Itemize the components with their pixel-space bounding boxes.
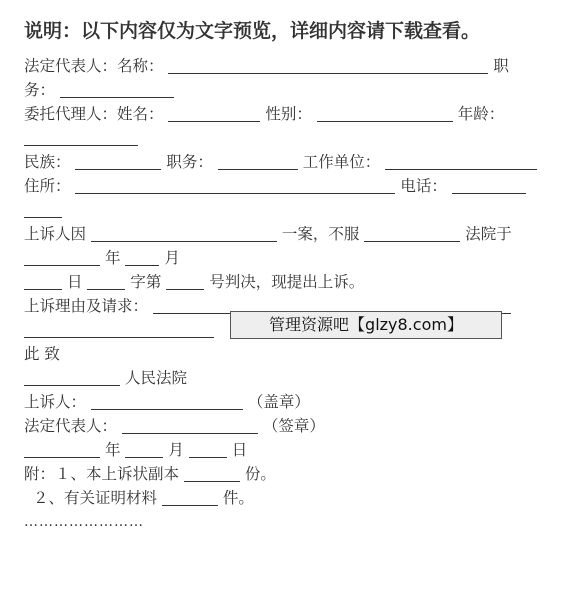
workplace-label: 工作单位： xyxy=(302,153,381,171)
attach-item2-unit: 件。 xyxy=(222,489,254,507)
legal-rep-title-label-cont: 务： xyxy=(24,81,56,99)
zi-di-label: 字第 xyxy=(130,273,162,291)
preview-notice: 说明：以下内容仅为文字预览，详细内容请下载查看。 xyxy=(24,20,481,42)
agent-name-blank[interactable] xyxy=(168,102,260,122)
agent-age-label: 年龄： xyxy=(457,105,505,123)
salutation: 此 致 xyxy=(24,345,60,363)
seal-note: （盖章） xyxy=(247,393,310,411)
ethnicity-blank[interactable] xyxy=(75,150,161,170)
ellipsis-line xyxy=(24,510,544,534)
year-label: 年 xyxy=(104,249,121,267)
legal-rep-line xyxy=(24,54,544,78)
verdict-text: 号判决，现提出上诉。 xyxy=(209,273,365,291)
watermark-banner: 管理资源吧【glzy8.com】 xyxy=(230,311,502,339)
month-blank[interactable] xyxy=(125,246,159,266)
appellant-because-label: 上诉人因 xyxy=(24,225,87,243)
sign-day-label: 日 xyxy=(231,441,248,459)
workplace-blank[interactable] xyxy=(385,150,537,170)
court-blank[interactable] xyxy=(364,222,460,242)
address-label: 住所： xyxy=(24,177,71,195)
zi-blank[interactable] xyxy=(87,270,125,290)
legal-rep-label: 法定代表人： xyxy=(24,417,118,435)
legal-rep-name-label: 法定代表人：名称： xyxy=(24,57,164,75)
appeal-form xyxy=(24,54,544,534)
attachment-item-2 xyxy=(24,486,544,510)
legal-rep-title-blank[interactable] xyxy=(60,78,174,98)
attach-item1-prefix: 附：１、本上诉状副本 xyxy=(24,465,180,483)
legal-rep-title-line xyxy=(24,78,544,102)
attach-item1-unit: 份。 xyxy=(244,465,276,483)
date-line-1 xyxy=(24,246,544,270)
attach-copies-blank[interactable] xyxy=(184,462,240,482)
reason-blank-cont[interactable] xyxy=(24,318,214,338)
court-on-label: 法院于 xyxy=(465,225,512,243)
appellant-label: 上诉人： xyxy=(24,393,87,411)
case-blank[interactable] xyxy=(91,222,277,242)
day-label: 日 xyxy=(66,273,83,291)
legal-rep-title-label: 职 xyxy=(493,57,509,75)
phone-blank[interactable] xyxy=(452,174,526,194)
legal-rep-sign-line xyxy=(24,414,544,438)
sign-note: （签章） xyxy=(262,417,325,435)
attachment-item-1 xyxy=(24,462,544,486)
ethnicity-line xyxy=(24,150,544,174)
year-blank[interactable] xyxy=(24,246,100,266)
sign-month-label: 月 xyxy=(168,441,184,459)
position-label: 职务： xyxy=(166,153,213,171)
agent-age-blank[interactable] xyxy=(24,126,138,146)
court-name-blank[interactable] xyxy=(24,366,120,386)
appellant-blank[interactable] xyxy=(91,390,243,410)
appellant-sign-line xyxy=(24,390,544,414)
phone-label: 电话： xyxy=(400,177,447,195)
attach-evidence-blank[interactable] xyxy=(162,486,218,506)
court-suffix: 人民法院 xyxy=(124,369,187,387)
agent-gender-blank[interactable] xyxy=(317,102,453,122)
attach-item2-prefix: ２、有关证明材料 xyxy=(32,489,157,507)
ethnicity-label: 民族： xyxy=(24,153,71,171)
legal-rep-sign-blank[interactable] xyxy=(122,414,258,434)
reason-label: 上诉理由及请求： xyxy=(24,297,149,315)
ellipsis: …………………… xyxy=(24,514,144,530)
case-not-accept-label: 一案，不服 xyxy=(281,225,360,243)
sign-year-blank[interactable] xyxy=(24,438,100,458)
position-blank[interactable] xyxy=(218,150,298,170)
address-line xyxy=(24,174,544,198)
sign-year-label: 年 xyxy=(104,441,121,459)
address-blank[interactable] xyxy=(75,174,395,194)
sign-date-line xyxy=(24,438,544,462)
salutation-line xyxy=(24,342,544,366)
agent-name-label: 委托代理人：姓名： xyxy=(24,105,164,123)
phone-cont-line xyxy=(24,198,544,222)
month-label: 月 xyxy=(164,249,180,267)
agent-age-line xyxy=(24,126,544,150)
appeal-case-line xyxy=(24,222,544,246)
agent-gender-label: 性别： xyxy=(265,105,312,123)
day-blank[interactable] xyxy=(24,270,62,290)
phone-blank-cont[interactable] xyxy=(24,198,62,218)
agent-line xyxy=(24,102,544,126)
legal-rep-name-blank[interactable] xyxy=(168,54,488,74)
verdict-number-blank[interactable] xyxy=(166,270,204,290)
court-name-line xyxy=(24,366,544,390)
verdict-line xyxy=(24,270,544,294)
sign-day-blank[interactable] xyxy=(189,438,227,458)
sign-month-blank[interactable] xyxy=(125,438,163,458)
